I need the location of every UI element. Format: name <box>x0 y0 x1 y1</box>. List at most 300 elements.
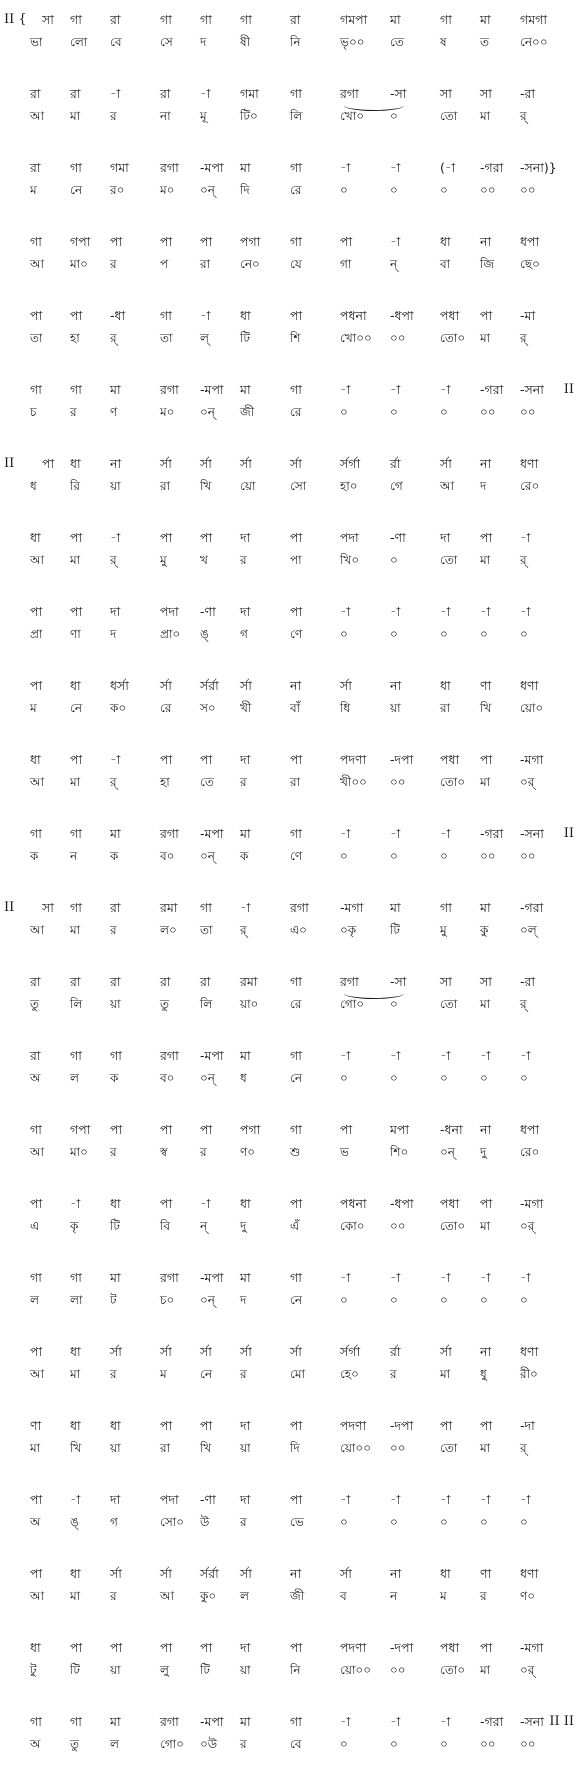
slur-mark <box>344 100 404 111</box>
lyric-syllable: ০ন্ <box>200 183 215 197</box>
swara-note: র্সর্রা <box>200 1566 219 1581</box>
swara-note: মা <box>480 12 491 27</box>
lyric-syllable: খি <box>70 1441 82 1455</box>
lyric-syllable: গ <box>240 627 248 641</box>
lyric-syllable: কু০ <box>200 1589 217 1603</box>
lyric-syllable: রি <box>70 479 81 493</box>
lyric-syllable: নে <box>70 701 83 715</box>
swara-note: না <box>480 1344 492 1359</box>
lyric-syllable: ০ <box>440 1737 448 1751</box>
lyric-syllable: খী০০ <box>340 775 367 789</box>
swara-note: পা <box>440 1418 453 1433</box>
swara-line <box>0 1564 580 1584</box>
swara-note: র্সা <box>240 678 252 693</box>
swara-note: মা <box>390 900 401 915</box>
lyric-syllable: ০ন্ <box>200 849 215 863</box>
lyric-syllable: ০০ <box>480 183 496 197</box>
swara-note: পগা <box>240 234 261 249</box>
swara-note: রমা <box>160 900 178 915</box>
swara-note: র্সা <box>290 456 302 471</box>
lyric-line <box>0 920 580 940</box>
lyric-syllable: ০০ <box>390 1441 406 1455</box>
lyric-syllable: ঙ্ <box>70 1515 79 1529</box>
lyric-syllable: মা <box>70 109 81 123</box>
lyric-syllable: ০ন্ <box>440 1145 455 1159</box>
lyric-syllable: জি <box>480 257 495 271</box>
lyric-line <box>0 32 580 52</box>
lyric-syllable: ০ <box>340 183 348 197</box>
swara-note: পা <box>290 1640 303 1655</box>
swara-note: পা <box>30 1566 43 1581</box>
swara-note: গা <box>30 234 42 249</box>
swara-note: ধণা <box>520 1566 539 1581</box>
swara-note: -ধনা <box>440 1122 463 1137</box>
swara-note: -ধপা <box>390 308 414 323</box>
swara-note: র্সা <box>110 1566 122 1581</box>
lyric-syllable: কৃ <box>70 1219 79 1233</box>
lyric-line <box>0 1734 580 1754</box>
lyric-syllable: ০০ <box>480 405 496 419</box>
lyric-syllable: য়া <box>110 1441 121 1455</box>
lyric-line <box>0 254 580 274</box>
swara-note: -া <box>200 308 211 323</box>
swara-note: রগা <box>160 1048 179 1063</box>
swara-note: -া <box>200 86 211 101</box>
swara-note: -মা <box>520 308 536 323</box>
lyric-syllable: ষ <box>440 35 447 49</box>
swara-note: -া <box>340 604 351 619</box>
swara-note: পা <box>70 308 83 323</box>
lyric-syllable: অ <box>30 1515 41 1529</box>
swara-note: রা <box>110 900 121 915</box>
swara-note: ধপা <box>520 234 540 249</box>
lyric-syllable: মো <box>290 1367 306 1381</box>
swara-note: গমগা <box>520 12 547 27</box>
swara-note: -া <box>390 234 401 249</box>
lyric-syllable: র <box>200 1145 207 1159</box>
lyric-syllable: ট <box>110 1293 117 1307</box>
lyric-syllable: মা <box>480 109 491 123</box>
lyric-line <box>0 476 580 496</box>
lyric-syllable: র্ <box>520 1441 527 1455</box>
swara-note: -া <box>390 160 401 175</box>
lyric-syllable: বি <box>160 1219 171 1233</box>
swara-note: পা <box>340 234 353 249</box>
lyric-syllable: লি <box>290 109 303 123</box>
lyric-syllable: নে <box>70 183 83 197</box>
lyric-syllable: না <box>160 109 171 123</box>
lyric-syllable: নে০০ <box>520 35 548 49</box>
lyric-syllable: ০ <box>480 627 488 641</box>
section-marker-left: II { <box>4 12 27 27</box>
lyric-syllable: ন্ <box>390 257 398 271</box>
lyric-syllable: ০ন্ <box>200 405 215 419</box>
swara-note: পগা <box>240 1122 261 1137</box>
lyric-syllable: ০ <box>390 849 398 863</box>
swara-note: পা <box>160 1122 173 1137</box>
swara-note: -া <box>340 382 351 397</box>
lyric-syllable: মা <box>480 553 491 567</box>
swara-note: দা <box>240 752 251 767</box>
notation-row <box>0 824 580 876</box>
lyric-syllable: প্রা <box>30 627 43 641</box>
lyric-syllable: তু <box>30 997 40 1011</box>
swara-line <box>0 1194 580 1214</box>
swara-line <box>0 602 580 622</box>
lyric-syllable: বে <box>290 1737 302 1751</box>
swara-note: গা <box>70 382 82 397</box>
section-marker-left: II <box>4 900 15 915</box>
swara-note: সা <box>42 900 54 915</box>
swara-note: ধা <box>30 530 41 545</box>
swara-note: পা <box>200 752 213 767</box>
lyric-syllable: রে০ <box>520 1145 540 1159</box>
lyric-line <box>0 180 580 200</box>
lyric-syllable: ০ <box>440 183 448 197</box>
swara-note: সা <box>42 12 54 27</box>
swara-note: -া <box>440 604 451 619</box>
lyric-syllable: র্ <box>520 997 527 1011</box>
lyric-syllable: আ <box>30 775 44 789</box>
lyric-syllable: ০র্ <box>520 1219 535 1233</box>
swara-note: -া <box>440 1270 451 1285</box>
swara-note: রা <box>200 974 211 989</box>
swara-note: দা <box>110 1492 121 1507</box>
notation-row <box>0 528 580 580</box>
swara-note: ধা <box>110 1418 121 1433</box>
swara-note: রা <box>30 86 41 101</box>
lyric-syllable: র <box>110 1145 117 1159</box>
swara-note: রা <box>30 160 41 175</box>
swara-note: -দপা <box>390 1640 414 1655</box>
lyric-syllable: ০ <box>520 1293 528 1307</box>
lyric-syllable: র্ <box>110 775 117 789</box>
lyric-syllable: খো০ <box>340 109 365 123</box>
lyric-syllable: ০ <box>520 1515 528 1529</box>
lyric-syllable: ০০ <box>520 849 536 863</box>
swara-note: -রা <box>520 86 536 101</box>
swara-note: গা <box>160 12 172 27</box>
lyric-syllable: ০ <box>390 109 398 123</box>
swara-note: ণা <box>480 1566 492 1581</box>
lyric-syllable: র <box>110 923 117 937</box>
swara-note: পা <box>290 308 303 323</box>
lyric-syllable: ঙ্ <box>200 627 209 641</box>
lyric-syllable: গো০ <box>160 1737 185 1751</box>
lyric-syllable: আ <box>30 1589 44 1603</box>
lyric-syllable: আ <box>30 923 44 937</box>
swara-note: গা <box>290 160 302 175</box>
swara-note: -সনা <box>520 1714 544 1729</box>
lyric-syllable: র <box>240 553 247 567</box>
swara-note: -সনা <box>520 382 544 397</box>
lyric-syllable: মা <box>70 1589 81 1603</box>
lyric-syllable: নে <box>290 1071 303 1085</box>
swara-note: পা <box>70 530 83 545</box>
lyric-syllable: দু <box>240 1219 247 1233</box>
swara-note: রগা <box>340 86 359 101</box>
notation-row <box>0 972 580 1024</box>
lyric-syllable: অ <box>30 1737 41 1751</box>
swara-note: পা <box>340 1122 353 1137</box>
swara-note: মা <box>480 900 491 915</box>
swara-line <box>0 84 580 104</box>
lyric-syllable: ক <box>240 849 249 863</box>
lyric-syllable: ম <box>440 1589 447 1603</box>
lyric-syllable: খী <box>240 701 252 715</box>
lyric-syllable: ন্ <box>200 1219 208 1233</box>
lyric-syllable: নি <box>290 1663 301 1677</box>
lyric-syllable: গ <box>110 1515 118 1529</box>
lyric-line <box>0 1438 580 1458</box>
lyric-syllable: রা <box>160 1441 171 1455</box>
lyric-syllable: ০ <box>390 1293 398 1307</box>
swara-note: পা <box>480 308 493 323</box>
lyric-syllable: ছে০ <box>520 257 540 271</box>
lyric-syllable: ক০ <box>110 701 127 715</box>
section-marker-right: II <box>563 382 574 397</box>
lyric-syllable: বাঁ <box>290 701 301 715</box>
lyric-syllable: টু <box>30 1663 37 1677</box>
swara-note: রা <box>110 974 121 989</box>
notation-row <box>0 676 580 728</box>
swara-note: -মগা <box>520 752 544 767</box>
swara-note: র্সা <box>160 1566 172 1581</box>
lyric-syllable: টি <box>240 331 250 345</box>
lyric-line <box>0 550 580 570</box>
lyric-syllable: লা <box>70 1293 83 1307</box>
lyric-syllable: খো০০ <box>340 331 372 345</box>
lyric-syllable: ০ল্ <box>520 923 537 937</box>
swara-note: -রা <box>520 974 536 989</box>
swara-note: দা <box>240 1418 251 1433</box>
lyric-syllable: খি <box>480 701 492 715</box>
swara-note: র্রা <box>390 1344 401 1359</box>
lyric-syllable: তু <box>70 1737 80 1751</box>
swara-note: না <box>110 456 122 471</box>
lyric-syllable: ম <box>30 701 37 715</box>
swara-note: সা <box>440 974 452 989</box>
notation-row <box>0 1120 580 1172</box>
lyric-syllable: রা <box>290 775 301 789</box>
swara-note: পধনা <box>340 1196 367 1211</box>
swara-note: পা <box>160 1196 173 1211</box>
swara-note: গা <box>160 308 172 323</box>
swara-note: -গরা <box>480 1714 504 1729</box>
notation-row <box>0 232 580 284</box>
swara-note: ধা <box>70 1418 81 1433</box>
section-marker-right: II <box>563 826 574 841</box>
lyric-syllable: রে০ <box>520 479 540 493</box>
lyric-syllable: ধ <box>30 479 37 493</box>
swara-note: মা <box>110 382 121 397</box>
lyric-syllable: ০ <box>390 1737 398 1751</box>
swara-note: (-া <box>440 160 456 175</box>
swara-note: -গরা <box>480 826 504 841</box>
lyric-syllable: তা <box>160 331 173 345</box>
lyric-line <box>0 1364 580 1384</box>
swara-line <box>0 824 580 844</box>
lyric-syllable: তো <box>440 1441 458 1455</box>
lyric-syllable: খি০ <box>340 553 360 567</box>
lyric-syllable: সো০ <box>160 1515 185 1529</box>
swara-note: -সা <box>390 974 407 989</box>
swara-note: -া <box>390 1048 401 1063</box>
swara-line <box>0 1712 580 1732</box>
swara-note: পধনা <box>340 308 367 323</box>
swara-note: পা <box>480 1418 493 1433</box>
lyric-line <box>0 106 580 126</box>
swara-note: মা <box>240 1270 251 1285</box>
lyric-syllable: মা <box>480 1441 491 1455</box>
swara-note: -া <box>340 1714 351 1729</box>
lyric-syllable: রা <box>160 479 171 493</box>
lyric-syllable: রে <box>290 405 302 419</box>
swara-note: -া <box>480 1492 491 1507</box>
swara-note: রগা <box>160 1270 179 1285</box>
lyric-line <box>0 698 580 718</box>
swara-note: র্সা <box>200 1344 212 1359</box>
swara-note: গা <box>110 1048 122 1063</box>
swara-note: র্সা <box>110 1344 122 1359</box>
swara-line <box>0 306 580 326</box>
lyric-syllable: টি <box>200 1663 210 1677</box>
lyric-syllable: তো০ <box>440 775 466 789</box>
lyric-syllable: র্ <box>520 553 527 567</box>
swara-note: পা <box>290 604 303 619</box>
swara-note: ধা <box>110 1196 121 1211</box>
swara-note: দা <box>240 604 251 619</box>
swara-note: পা <box>160 1640 173 1655</box>
swara-note: গা <box>30 1270 42 1285</box>
swara-line <box>0 1120 580 1140</box>
swara-note: গা <box>290 974 302 989</box>
lyric-syllable: ব <box>340 1589 347 1603</box>
swara-note: পধা <box>440 1640 460 1655</box>
lyric-syllable: রে <box>290 183 302 197</box>
lyric-syllable: শি <box>290 331 301 345</box>
swara-note: র্সা <box>290 1344 302 1359</box>
lyric-syllable: মা <box>480 775 491 789</box>
swara-note: ধণা <box>520 678 539 693</box>
swara-note: পা <box>200 530 213 545</box>
swara-note: -া <box>520 1048 531 1063</box>
swara-note: -মগা <box>520 1196 544 1211</box>
lyric-syllable: নি <box>290 35 301 49</box>
swara-note: পা <box>200 234 213 249</box>
lyric-syllable: তো০ <box>440 1219 466 1233</box>
lyric-syllable: র <box>70 405 77 419</box>
lyric-syllable: ক <box>30 849 39 863</box>
notation-row <box>0 898 580 950</box>
swara-note: র্সা <box>240 1344 252 1359</box>
lyric-syllable: র <box>110 1367 117 1381</box>
swara-note: না <box>480 1122 492 1137</box>
swara-line <box>0 1638 580 1658</box>
lyric-line <box>0 402 580 422</box>
swara-note: -ধা <box>110 308 126 323</box>
lyric-syllable: ল০ <box>160 923 177 937</box>
lyric-syllable: ক <box>110 1071 119 1085</box>
lyric-syllable: ০০ <box>480 849 496 863</box>
swara-note: -মপা <box>200 826 224 841</box>
lyric-syllable: মা <box>70 553 81 567</box>
notation-row <box>0 84 580 136</box>
lyric-syllable: নে০ <box>240 257 260 271</box>
lyric-syllable: খ <box>200 553 208 567</box>
lyric-syllable: মা <box>480 331 491 345</box>
swara-note: পা <box>200 1418 213 1433</box>
swara-note: -া <box>390 1492 401 1507</box>
lyric-syllable: ০ন্ <box>200 1071 215 1085</box>
swara-note: র্রা <box>390 456 401 471</box>
lyric-syllable: ০ <box>480 1071 488 1085</box>
swara-note: সা <box>480 974 492 989</box>
swara-note: না <box>290 678 302 693</box>
lyric-syllable: মা <box>480 1663 491 1677</box>
swara-note: -া <box>110 530 121 545</box>
swara-note: -া <box>520 1492 531 1507</box>
lyric-syllable: তা <box>200 923 213 937</box>
lyric-syllable: ম০ <box>160 405 175 419</box>
swara-note: গা <box>290 1270 302 1285</box>
swara-note: র্সর্রা <box>200 678 219 693</box>
swara-note: পা <box>290 1196 303 1211</box>
lyric-syllable: য়ো০০ <box>340 1663 372 1677</box>
lyric-syllable: খি <box>200 1441 212 1455</box>
swara-note: পা <box>30 308 43 323</box>
swara-note: -া <box>480 604 491 619</box>
swara-note: -দা <box>520 1418 535 1433</box>
lyric-syllable: ধি <box>340 701 351 715</box>
lyric-syllable: ভা <box>30 35 43 49</box>
swara-note: গমা <box>110 160 129 175</box>
lyric-syllable: প্রা০ <box>160 627 181 641</box>
lyric-syllable: ০ন্ <box>200 1293 215 1307</box>
lyric-syllable: জী <box>240 405 255 419</box>
lyric-syllable: তো <box>440 109 458 123</box>
swara-note: -া <box>520 530 531 545</box>
swara-note: পদা <box>160 1492 179 1507</box>
swara-note: -া <box>480 1270 491 1285</box>
lyric-syllable: ০ <box>340 1737 348 1751</box>
lyric-syllable: ব০ <box>160 1071 175 1085</box>
lyric-syllable: র <box>240 1367 247 1381</box>
lyric-syllable: বে <box>110 35 122 49</box>
lyric-line <box>0 994 580 1014</box>
swara-note: মা <box>240 382 251 397</box>
swara-note: -া <box>70 1196 81 1211</box>
swara-note: পধা <box>440 308 460 323</box>
lyric-syllable: ০ <box>440 1071 448 1085</box>
lyric-syllable: মা <box>30 1441 41 1455</box>
swara-note: -া <box>390 604 401 619</box>
lyric-syllable: য়া০ <box>240 997 259 1011</box>
notation-row <box>0 380 580 432</box>
swara-note: র্সা <box>340 678 352 693</box>
lyric-syllable: ০ <box>340 405 348 419</box>
lyric-syllable: মা <box>70 775 81 789</box>
swara-note: র্সা <box>440 456 452 471</box>
swara-note: না <box>480 456 492 471</box>
lyric-syllable: য়া <box>110 997 121 1011</box>
swara-note: রগা <box>160 1714 179 1729</box>
lyric-syllable: মু <box>160 553 167 567</box>
swara-note: পা <box>290 530 303 545</box>
lyric-syllable: ম <box>160 1367 167 1381</box>
lyric-syllable: ম <box>30 183 37 197</box>
lyric-syllable: ন <box>70 849 78 863</box>
